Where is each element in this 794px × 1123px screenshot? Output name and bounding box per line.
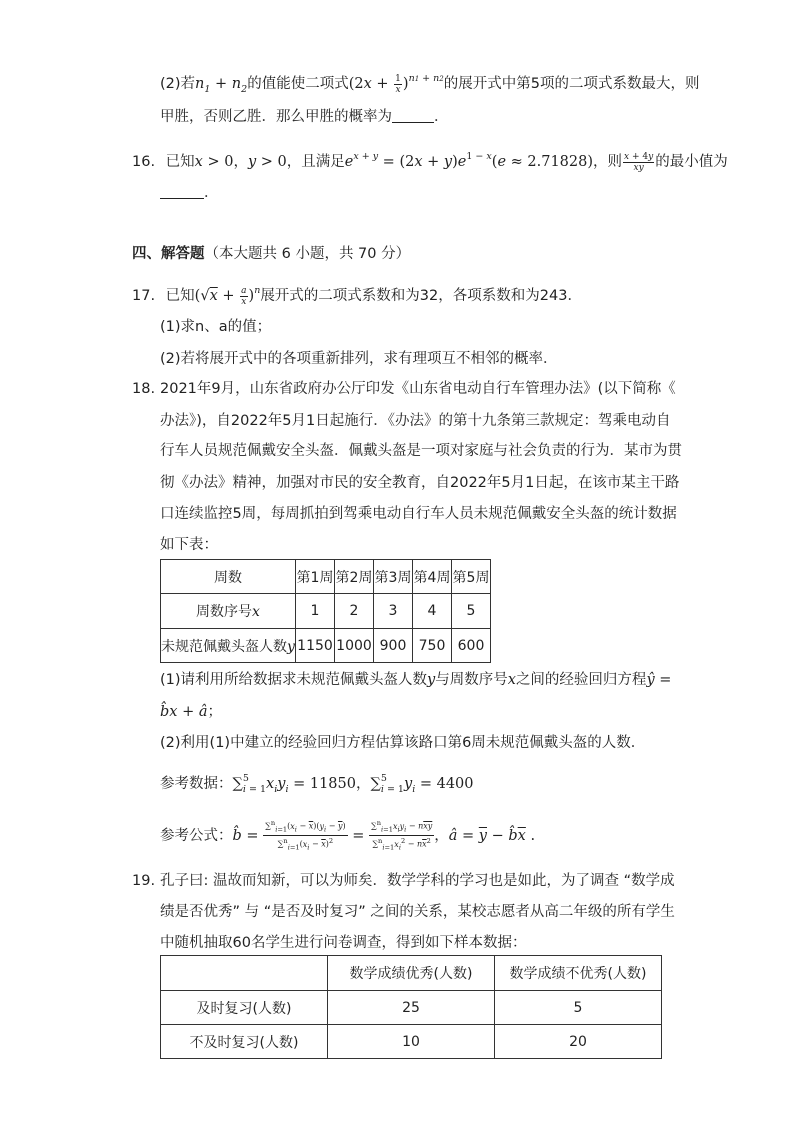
q18-part1-text-c: 之间的经验回归方程: [515, 672, 647, 688]
q18-line2: 办法》)，自2022年5月1日起施行．《办法》的第十九条第三款规定：驾乘电动自: [160, 413, 671, 429]
q16-text-b: ，: [233, 154, 248, 170]
math-n1-plus-n2: $n_1 + n_2$: [195, 76, 248, 95]
q19-line3: 中随机抽取60名学生进行问卷调查，得到如下样本数据：: [160, 935, 527, 951]
table-cell: 未规范佩戴头盔人数y: [161, 629, 296, 663]
q16-text-c: ，且满足: [286, 154, 345, 170]
table-cell: 20: [495, 1025, 662, 1059]
q19-number: 19.: [132, 873, 156, 889]
math-sqrt-expr: (√x + $\frac{a}{x}$ )$^n$: [194, 285, 261, 307]
answer-blank: [392, 108, 434, 123]
q16-text-a: 已知: [165, 154, 195, 170]
q18-part1-text-a: (1)请利用所给数据求未规范佩戴头盔人数: [160, 672, 428, 688]
q18-part1-line2: [160, 701, 222, 723]
section-title: [132, 243, 410, 265]
table-cell: 第1周: [296, 560, 335, 594]
table-cell: 第2周: [335, 560, 374, 594]
ref-data-value-1: = 11850，: [293, 776, 371, 792]
q18-ref-formula: [160, 818, 535, 854]
table-cell: 900: [374, 629, 413, 663]
q18-number: 18.: [132, 381, 156, 397]
q16-number: 16.: [132, 154, 156, 170]
q15-part2-text-a: (2)若: [160, 76, 196, 92]
q19-line2: 绩是否优秀” 与 “是否及时复习” 之间的关系，某校志愿者从高二年级的所有学生: [160, 904, 675, 920]
table-cell: 25: [328, 991, 495, 1025]
ref-data-value-2: = 4400: [419, 776, 474, 792]
q17-part2: (2)若将展开式中的各项重新排列，求有理项互不相邻的概率．: [160, 351, 558, 367]
math-y-gt-0: y: [247, 154, 257, 170]
q18-line3: 行车人员规范佩戴安全头盔．佩戴头盔是一项对家庭与社会负责的行为．某市为贯: [160, 443, 682, 459]
table-cell: [161, 956, 328, 991]
table-cell: 第5周: [452, 560, 491, 594]
q15-part2-text-c: 的展开式中第5项的二项式系数最大，则: [443, 76, 700, 92]
table-cell: 周数序号x: [161, 594, 296, 629]
q15-line2-end: ．: [434, 109, 449, 125]
q16-text-d: ，则: [593, 154, 623, 170]
table-row: [161, 991, 662, 1025]
math-fraction: $\frac{x + 4y}{xy}$: [624, 151, 654, 173]
q16-line2-end: ．: [204, 185, 219, 201]
table-row: [161, 956, 662, 991]
math-sum-xy: $\sum^5_{i = 1}x_iy_i$: [232, 773, 289, 795]
q19-line1: 孔子曰: 温故而知新，可以为师矣．数学学科的学习也是如此，为了调查 “数学成: [160, 873, 675, 889]
table-cell: 2: [335, 594, 374, 629]
q18-line4: 彻《办法》精神，加强对市民的安全教育，自2022年5月1日起，在该市某主干路: [160, 475, 680, 491]
q16-line1: 16. 已知x > 0，y > 0，且满足$e^{x + y} = (2x + y)e^{1 - x}(e \approx 2.71828)$，则 $\frac{x + 4y}{xy}$ 的最小值为: [132, 151, 728, 173]
q18-line1: 2021年9月，山东省政府办公厅印发《山东省电动自行车管理办法》(以下简称《: [160, 381, 676, 397]
q18-part1-end: ；: [207, 704, 222, 720]
q17-text-b: 展开式的二项式系数和为32，各项系数和为243．: [260, 288, 582, 304]
answer-blank: [160, 184, 204, 199]
ref-data-label: 参考数据：: [160, 776, 233, 792]
q18-part1-line1: (1)请利用所给数据求未规范佩戴头盔人数y与周数序号x之间的经验回归方程ŷ =: [160, 672, 672, 688]
table-row: [161, 560, 491, 594]
math-binomial-expr: (2x + $\frac{1}{x}$ )$^{n1 + n2}$: [348, 73, 444, 95]
q17-number: 17.: [132, 288, 156, 304]
table-row: [161, 629, 491, 663]
math-y-hat: ŷ: [646, 672, 655, 688]
q16-text-e: 的最小值为: [655, 154, 728, 170]
math-x-gt-0: x: [194, 154, 203, 170]
table-cell: 周数: [161, 560, 296, 594]
table-cell: 1150: [296, 629, 335, 663]
q15-part2-line2: [160, 106, 449, 128]
q15-part2-text-b: 的值能使二项式: [247, 76, 349, 92]
table-cell: 5: [452, 594, 491, 629]
table-cell: 750: [413, 629, 452, 663]
q17-line1: [132, 280, 582, 307]
q18-part2: (2)利用(1)中建立的经验回归方程估算该路口第6周未规范佩戴头盔的人数．: [160, 735, 646, 751]
table-cell: 3: [374, 594, 413, 629]
q18-part1-text-b: 与周数序号: [435, 672, 508, 688]
table-cell: 1: [296, 594, 335, 629]
q15-part2-line1: [160, 68, 699, 101]
table-cell: 第3周: [374, 560, 413, 594]
q18-line6: 如下表：: [160, 537, 218, 553]
q19-data-table: [160, 955, 662, 1059]
table-cell: 数学成绩不优秀(人数): [495, 956, 662, 991]
table-cell: 数学成绩优秀(人数): [328, 956, 495, 991]
table-cell: 10: [328, 1025, 495, 1059]
table-cell: 5: [495, 991, 662, 1025]
table-cell: 第4周: [413, 560, 452, 594]
q18-data-table: [160, 559, 491, 663]
math-regression-rhs: b̂x + â: [160, 704, 208, 720]
table-row: [161, 594, 491, 629]
math-regression-formula: b̂ = $\frac{\sum^n_{i=1}(x_i - \overline{x})(y_i - \overline{y})}{\sum^n_{i=1}(x_i - \overline{x})^2}$ = $\frac{\sum^n_{i=1}x_iy_i - n\overline{xy}}{\sum^n_{i=1}x_i^2 - n\overline{x}^2}$ ，â = $\overline{y}$ − $b̂\overline{x}$ .: [232, 819, 536, 852]
section-title-bold: 四、解答题: [132, 246, 205, 262]
table-cell: 600: [452, 629, 491, 663]
q18-ref-data: [160, 768, 474, 801]
table-cell: 4: [413, 594, 452, 629]
ref-formula-label: 参考公式：: [160, 827, 233, 844]
table-row: [161, 1025, 662, 1059]
section-title-rest: （本大题共 6 小题，共 70 分）: [204, 246, 411, 262]
table-cell: 及时复习(人数): [161, 991, 328, 1025]
table-cell: 1000: [335, 629, 374, 663]
q16-line2: [160, 182, 219, 204]
table-cell: 不及时复习(人数): [161, 1025, 328, 1059]
math-equation: $e^{x + y} = (2x + y)e^{1 - x}(e \approx 2.71828)$: [344, 151, 594, 170]
math-sum-y: $\sum^5_{i = 1}y_i$: [370, 773, 416, 795]
q18-line5: 口连续监控5周，每周抓拍到驾乘电动自行车人员未规范佩戴安全头盔的统计数据: [160, 506, 677, 522]
q17-text-a: 已知: [165, 288, 195, 304]
q17-part1: (1)求n、a的值；: [160, 319, 272, 335]
q15-line2-text: 甲胜，否则乙胜．那么甲胜的概率为: [160, 109, 392, 125]
